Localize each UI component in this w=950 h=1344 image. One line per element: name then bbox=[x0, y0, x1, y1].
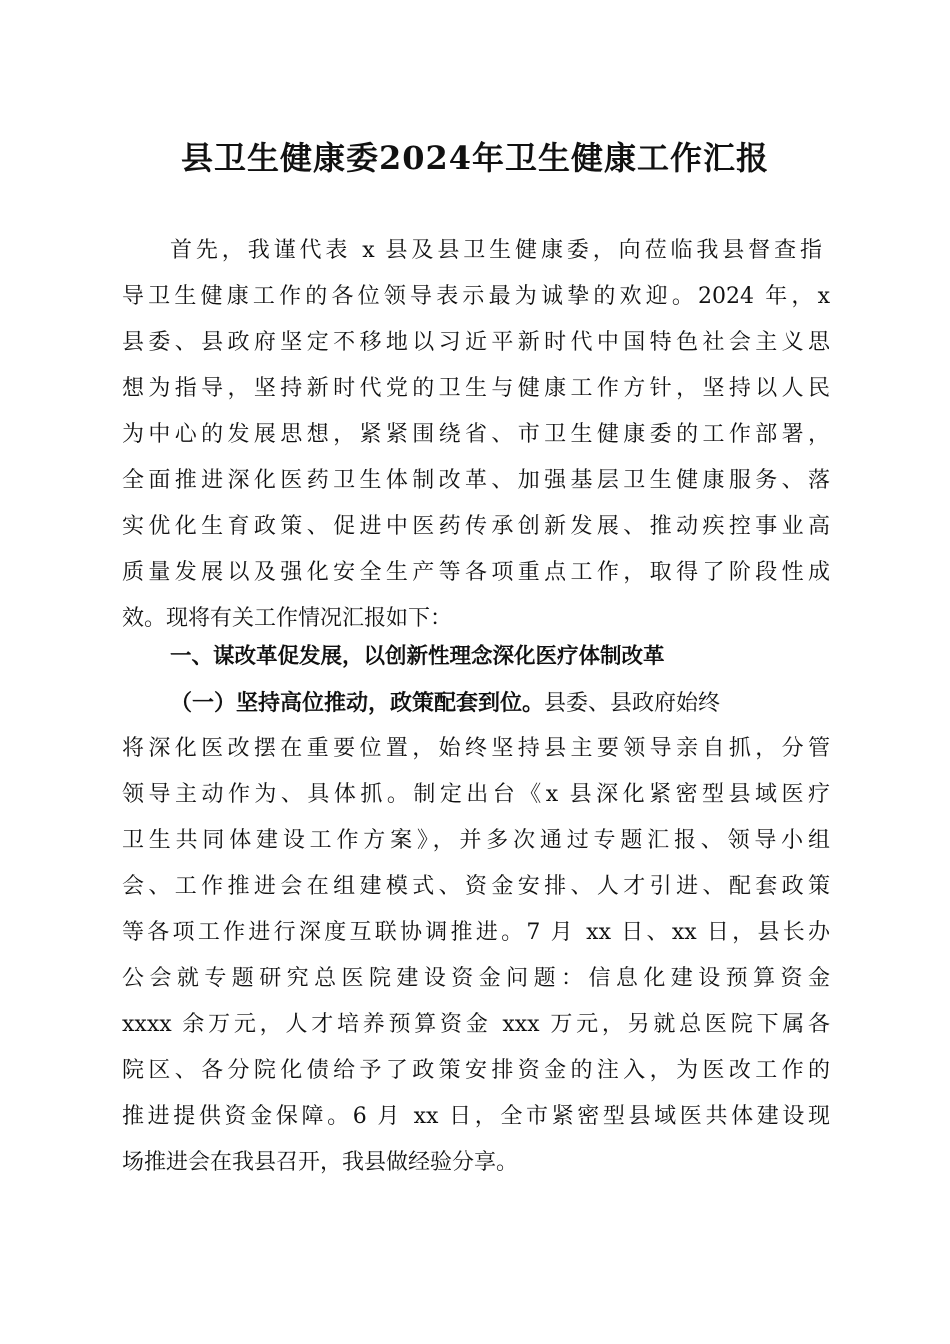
document-title: 县卫生健康委2024年卫生健康工作汇报 bbox=[180, 139, 770, 177]
body-line: 院区、各分院化债给予了政策安排资金的注入，为医改工作的 bbox=[122, 1058, 830, 1083]
subsection-heading: （一）坚持高位推动，政策配套到位。 bbox=[170, 690, 545, 716]
intro-line: 质量发展以及强化安全生产等各项重点工作，取得了阶段性成 bbox=[122, 560, 830, 585]
intro-line: 全面推进深化医药卫生体制改革、加强基层卫生健康服务、落 bbox=[122, 468, 830, 493]
body-line: 将深化医改摆在重要位置，始终坚持县主要领导亲自抓，分管 bbox=[122, 736, 830, 761]
body-line: 会、工作推进会在组建模式、资金安排、人才引进、配套政策 bbox=[122, 874, 830, 899]
intro-line: 效。现将有关工作情况汇报如下： bbox=[122, 606, 453, 631]
body-line: 推进提供资金保障。6 月 xx 日，全市紧密型县域医共体建设现 bbox=[122, 1104, 830, 1129]
body-line: 场推进会在我县召开，我县做经验分享。 bbox=[122, 1150, 519, 1175]
intro-line: 首先，我谨代表 x 县及县卫生健康委，向莅临我县督查指 bbox=[170, 238, 822, 263]
intro-line: 实优化生育政策、促进中医药传承创新发展、推动疾控事业高 bbox=[122, 514, 830, 539]
intro-line: 为中心的发展思想，紧紧围绕省、市卫生健康委的工作部署， bbox=[122, 422, 830, 447]
subsection-first-line bbox=[170, 680, 822, 726]
body-line: 等各项工作进行深度互联协调推进。7 月 xx 日、xx 日，县长办 bbox=[122, 920, 830, 945]
body-line: 公会就专题研究总医院建设资金问题：信息化建设预算资金 bbox=[122, 966, 830, 991]
intro-line: 县委、县政府坚定不移地以习近平新时代中国特色社会主义思 bbox=[122, 330, 830, 355]
body-line: 领导主动作为、具体抓。制定出台《x 县深化紧密型县域医疗 bbox=[122, 782, 830, 807]
body-line: xxxx 余万元，人才培养预算资金 xxx 万元，另就总医院下属各 bbox=[122, 1012, 830, 1037]
body-line: 卫生共同体建设工作方案》，并多次通过专题汇报、领导小组 bbox=[122, 828, 830, 853]
intro-line: 导卫生健康工作的各位领导表示最为诚挚的欢迎。2024 年，x bbox=[122, 284, 830, 309]
subsection-first-line-text: 县委、县政府始终 bbox=[544, 691, 721, 716]
section-heading: 一、谋改革促发展，以创新性理念深化医疗体制改革 bbox=[170, 644, 665, 669]
intro-line: 想为指导，坚持新时代党的卫生与健康工作方针，坚持以人民 bbox=[122, 376, 830, 401]
